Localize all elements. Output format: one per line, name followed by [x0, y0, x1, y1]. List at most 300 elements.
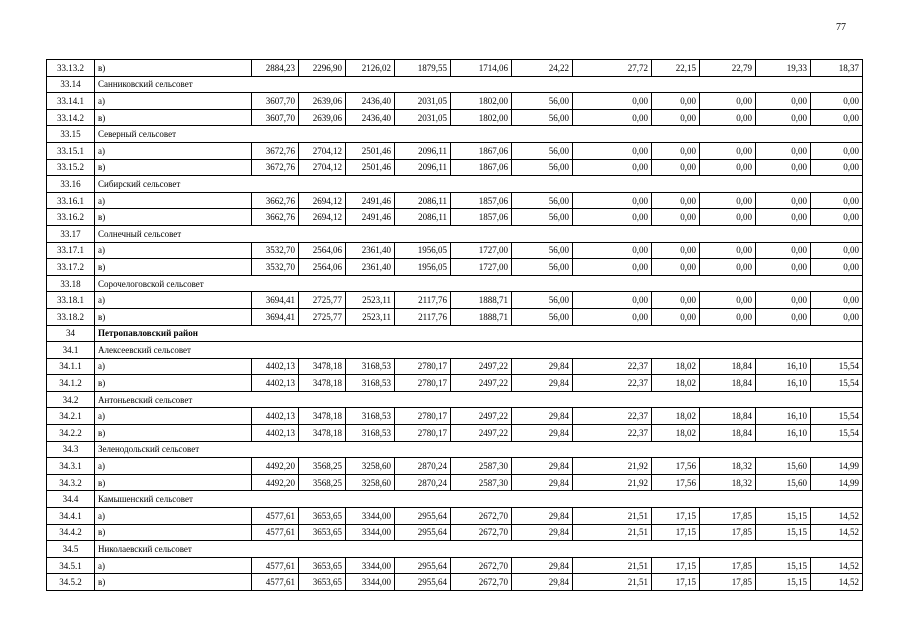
value-cell: 56,00 — [512, 93, 573, 110]
value-cell: 0,00 — [573, 142, 652, 159]
row-code: 33.18.1 — [47, 292, 95, 309]
section-header-row — [47, 126, 863, 143]
value-cell: 0,00 — [811, 109, 863, 126]
value-cell: 3662,76 — [252, 192, 299, 209]
value-cell: 3653,65 — [299, 557, 346, 574]
value-cell: 21,92 — [573, 458, 652, 475]
value-cell: 3653,65 — [299, 524, 346, 541]
value-cell: 56,00 — [512, 142, 573, 159]
row-subtype: в) — [95, 159, 252, 176]
value-cell: 0,00 — [700, 259, 756, 276]
value-cell: 4402,13 — [252, 375, 299, 392]
value-cell: 18,02 — [652, 408, 700, 425]
row-code: 33.16.2 — [47, 209, 95, 226]
value-cell: 2361,40 — [346, 259, 395, 276]
row-subtype: а) — [95, 358, 252, 375]
value-cell: 17,85 — [700, 524, 756, 541]
value-cell: 2497,22 — [451, 408, 512, 425]
value-cell: 2884,23 — [252, 60, 299, 77]
value-cell: 2523,11 — [346, 308, 395, 325]
row-subtype: в) — [95, 375, 252, 392]
value-cell: 1879,55 — [395, 60, 451, 77]
value-cell: 2780,17 — [395, 375, 451, 392]
value-cell: 2870,24 — [395, 458, 451, 475]
value-cell: 0,00 — [700, 93, 756, 110]
row-subtype: в) — [95, 574, 252, 591]
value-cell: 2955,64 — [395, 557, 451, 574]
value-cell: 29,84 — [512, 375, 573, 392]
value-cell: 0,00 — [652, 93, 700, 110]
value-cell: 15,54 — [811, 425, 863, 442]
district-header-row — [47, 325, 863, 342]
value-cell: 18,02 — [652, 358, 700, 375]
value-cell: 4577,61 — [252, 574, 299, 591]
value-cell: 14,52 — [811, 508, 863, 525]
value-cell: 19,33 — [756, 60, 811, 77]
value-cell: 2096,11 — [395, 142, 451, 159]
row-code: 33.16 — [47, 176, 95, 193]
table-row — [47, 259, 863, 276]
value-cell: 0,00 — [811, 242, 863, 259]
value-cell: 3694,41 — [252, 308, 299, 325]
value-cell: 3478,18 — [299, 358, 346, 375]
row-code: 33.13.2 — [47, 60, 95, 77]
value-cell: 29,84 — [512, 474, 573, 491]
value-cell: 1956,05 — [395, 259, 451, 276]
council-name: Солнечный сельсовет — [95, 225, 863, 242]
row-subtype: в) — [95, 474, 252, 491]
value-cell: 1867,06 — [451, 142, 512, 159]
value-cell: 3258,60 — [346, 474, 395, 491]
value-cell: 2497,22 — [451, 425, 512, 442]
value-cell: 29,84 — [512, 425, 573, 442]
value-cell: 2564,06 — [299, 242, 346, 259]
value-cell: 15,54 — [811, 408, 863, 425]
value-cell: 3168,53 — [346, 358, 395, 375]
council-name: Зеленодольский сельсовет — [95, 441, 863, 458]
row-code: 33.18.2 — [47, 308, 95, 325]
value-cell: 0,00 — [573, 292, 652, 309]
value-cell: 4492,20 — [252, 458, 299, 475]
value-cell: 0,00 — [811, 308, 863, 325]
value-cell: 0,00 — [756, 308, 811, 325]
row-code: 34.3.2 — [47, 474, 95, 491]
section-header-row — [47, 225, 863, 242]
value-cell: 17,85 — [700, 508, 756, 525]
value-cell: 0,00 — [756, 142, 811, 159]
council-name: Камышенский сельсовет — [95, 491, 863, 508]
value-cell: 2672,70 — [451, 574, 512, 591]
value-cell: 1714,06 — [451, 60, 512, 77]
value-cell: 2031,05 — [395, 109, 451, 126]
row-code: 33.14.2 — [47, 109, 95, 126]
council-name: Антоньевский сельсовет — [95, 391, 863, 408]
table-row — [47, 192, 863, 209]
value-cell: 3568,25 — [299, 474, 346, 491]
value-cell: 1857,06 — [451, 209, 512, 226]
section-header-row — [47, 342, 863, 359]
value-cell: 29,84 — [512, 508, 573, 525]
value-cell: 2117,76 — [395, 292, 451, 309]
row-code: 33.17.2 — [47, 259, 95, 276]
value-cell: 4577,61 — [252, 524, 299, 541]
value-cell: 2497,22 — [451, 375, 512, 392]
section-header-row — [47, 391, 863, 408]
value-cell: 2639,06 — [299, 109, 346, 126]
value-cell: 2780,17 — [395, 408, 451, 425]
value-cell: 2497,22 — [451, 358, 512, 375]
value-cell: 21,51 — [573, 524, 652, 541]
value-cell: 0,00 — [700, 109, 756, 126]
row-subtype: в) — [95, 60, 252, 77]
row-code: 33.18 — [47, 275, 95, 292]
value-cell: 17,56 — [652, 458, 700, 475]
row-code: 33.14.1 — [47, 93, 95, 110]
value-cell: 1727,00 — [451, 242, 512, 259]
value-cell: 2955,64 — [395, 508, 451, 525]
value-cell: 2672,70 — [451, 524, 512, 541]
value-cell: 0,00 — [573, 159, 652, 176]
value-cell: 24,22 — [512, 60, 573, 77]
value-cell: 22,15 — [652, 60, 700, 77]
council-name: Сорочелоговской сельсовет — [95, 275, 863, 292]
section-header-row — [47, 76, 863, 93]
value-cell: 17,85 — [700, 557, 756, 574]
value-cell: 3168,53 — [346, 375, 395, 392]
value-cell: 3168,53 — [346, 408, 395, 425]
value-cell: 3532,70 — [252, 259, 299, 276]
table-row — [47, 574, 863, 591]
value-cell: 56,00 — [512, 192, 573, 209]
value-cell: 0,00 — [652, 209, 700, 226]
value-cell: 0,00 — [700, 308, 756, 325]
table-row — [47, 142, 863, 159]
value-cell: 3672,76 — [252, 142, 299, 159]
value-cell: 0,00 — [756, 192, 811, 209]
value-cell: 0,00 — [811, 209, 863, 226]
table-row — [47, 557, 863, 574]
value-cell: 2955,64 — [395, 524, 451, 541]
table-row — [47, 159, 863, 176]
value-cell: 3344,00 — [346, 524, 395, 541]
district-name: Петропавловский район — [95, 325, 863, 342]
value-cell: 29,84 — [512, 574, 573, 591]
value-cell: 2491,46 — [346, 192, 395, 209]
value-cell: 2491,46 — [346, 209, 395, 226]
value-cell: 3478,18 — [299, 375, 346, 392]
value-cell: 2296,90 — [299, 60, 346, 77]
row-code: 34.4 — [47, 491, 95, 508]
value-cell: 56,00 — [512, 159, 573, 176]
value-cell: 15,15 — [756, 524, 811, 541]
value-cell: 2501,46 — [346, 142, 395, 159]
value-cell: 3662,76 — [252, 209, 299, 226]
value-cell: 0,00 — [652, 308, 700, 325]
row-subtype: в) — [95, 209, 252, 226]
value-cell: 2780,17 — [395, 358, 451, 375]
row-code: 34.5.1 — [47, 557, 95, 574]
value-cell: 2725,77 — [299, 308, 346, 325]
row-code: 33.17 — [47, 225, 95, 242]
value-cell: 29,84 — [512, 408, 573, 425]
value-cell: 0,00 — [573, 192, 652, 209]
value-cell: 0,00 — [652, 159, 700, 176]
value-cell: 2361,40 — [346, 242, 395, 259]
row-subtype: в) — [95, 425, 252, 442]
value-cell: 17,56 — [652, 474, 700, 491]
value-cell: 15,60 — [756, 458, 811, 475]
row-subtype: в) — [95, 259, 252, 276]
value-cell: 2672,70 — [451, 508, 512, 525]
value-cell: 2096,11 — [395, 159, 451, 176]
value-cell: 16,10 — [756, 425, 811, 442]
value-cell: 3653,65 — [299, 508, 346, 525]
value-cell: 0,00 — [756, 242, 811, 259]
value-cell: 0,00 — [573, 93, 652, 110]
row-subtype: в) — [95, 524, 252, 541]
council-name: Северный сельсовет — [95, 126, 863, 143]
row-code: 34.5.2 — [47, 574, 95, 591]
value-cell: 29,84 — [512, 358, 573, 375]
value-cell: 18,02 — [652, 375, 700, 392]
value-cell: 2086,11 — [395, 192, 451, 209]
value-cell: 1727,00 — [451, 259, 512, 276]
value-cell: 1802,00 — [451, 93, 512, 110]
tariff-table — [46, 59, 863, 591]
value-cell: 0,00 — [811, 292, 863, 309]
table-row — [47, 242, 863, 259]
section-header-row — [47, 176, 863, 193]
value-cell: 0,00 — [652, 192, 700, 209]
value-cell: 56,00 — [512, 308, 573, 325]
row-code: 33.15.1 — [47, 142, 95, 159]
value-cell: 14,99 — [811, 458, 863, 475]
council-name: Сибирский сельсовет — [95, 176, 863, 193]
value-cell: 56,00 — [512, 109, 573, 126]
row-code: 34.3 — [47, 441, 95, 458]
value-cell: 22,79 — [700, 60, 756, 77]
value-cell: 2639,06 — [299, 93, 346, 110]
value-cell: 21,92 — [573, 474, 652, 491]
value-cell: 2523,11 — [346, 292, 395, 309]
row-code: 34.4.2 — [47, 524, 95, 541]
value-cell: 22,37 — [573, 375, 652, 392]
value-cell: 0,00 — [573, 242, 652, 259]
table-row — [47, 60, 863, 77]
value-cell: 1867,06 — [451, 159, 512, 176]
value-cell: 22,37 — [573, 425, 652, 442]
value-cell: 1857,06 — [451, 192, 512, 209]
value-cell: 3258,60 — [346, 458, 395, 475]
value-cell: 0,00 — [652, 292, 700, 309]
value-cell: 21,51 — [573, 557, 652, 574]
table-row — [47, 209, 863, 226]
value-cell: 2117,76 — [395, 308, 451, 325]
value-cell: 14,52 — [811, 557, 863, 574]
value-cell: 4402,13 — [252, 358, 299, 375]
value-cell: 0,00 — [652, 242, 700, 259]
value-cell: 18,84 — [700, 425, 756, 442]
value-cell: 18,37 — [811, 60, 863, 77]
table-row — [47, 474, 863, 491]
council-name: Санниковский сельсовет — [95, 76, 863, 93]
value-cell: 2031,05 — [395, 93, 451, 110]
value-cell: 0,00 — [700, 242, 756, 259]
row-subtype: в) — [95, 308, 252, 325]
value-cell: 22,37 — [573, 358, 652, 375]
value-cell: 3344,00 — [346, 574, 395, 591]
section-header-row — [47, 441, 863, 458]
value-cell: 14,52 — [811, 524, 863, 541]
value-cell: 2086,11 — [395, 209, 451, 226]
value-cell: 2587,30 — [451, 474, 512, 491]
value-cell: 2672,70 — [451, 557, 512, 574]
council-name: Алексеевский сельсовет — [95, 342, 863, 359]
value-cell: 4577,61 — [252, 557, 299, 574]
value-cell: 3478,18 — [299, 408, 346, 425]
value-cell: 0,00 — [573, 209, 652, 226]
table-row — [47, 308, 863, 325]
table-row — [47, 109, 863, 126]
council-name: Николаевский сельсовет — [95, 541, 863, 558]
value-cell: 2436,40 — [346, 109, 395, 126]
value-cell: 18,84 — [700, 358, 756, 375]
table-row — [47, 375, 863, 392]
value-cell: 0,00 — [652, 259, 700, 276]
value-cell: 0,00 — [811, 259, 863, 276]
page-number: 77 — [836, 22, 846, 33]
row-code: 34.1.2 — [47, 375, 95, 392]
value-cell: 0,00 — [811, 159, 863, 176]
value-cell: 14,99 — [811, 474, 863, 491]
row-subtype: а) — [95, 192, 252, 209]
row-subtype: а) — [95, 557, 252, 574]
row-subtype: в) — [95, 109, 252, 126]
value-cell: 3478,18 — [299, 425, 346, 442]
value-cell: 2870,24 — [395, 474, 451, 491]
value-cell: 27,72 — [573, 60, 652, 77]
value-cell: 22,37 — [573, 408, 652, 425]
value-cell: 3607,70 — [252, 109, 299, 126]
row-code: 34.5 — [47, 541, 95, 558]
row-code: 34 — [47, 325, 95, 342]
value-cell: 2436,40 — [346, 93, 395, 110]
value-cell: 0,00 — [700, 192, 756, 209]
value-cell: 3607,70 — [252, 93, 299, 110]
value-cell: 29,84 — [512, 557, 573, 574]
row-subtype: а) — [95, 93, 252, 110]
value-cell: 2694,12 — [299, 209, 346, 226]
row-code: 34.2.1 — [47, 408, 95, 425]
value-cell: 29,84 — [512, 458, 573, 475]
row-subtype: а) — [95, 408, 252, 425]
value-cell: 17,15 — [652, 508, 700, 525]
section-header-row — [47, 491, 863, 508]
value-cell: 18,02 — [652, 425, 700, 442]
row-code: 34.1 — [47, 342, 95, 359]
value-cell: 2955,64 — [395, 574, 451, 591]
value-cell: 0,00 — [652, 142, 700, 159]
section-header-row — [47, 275, 863, 292]
value-cell: 0,00 — [756, 93, 811, 110]
value-cell: 18,32 — [700, 474, 756, 491]
value-cell: 3653,65 — [299, 574, 346, 591]
value-cell: 0,00 — [700, 209, 756, 226]
row-code: 33.16.1 — [47, 192, 95, 209]
row-code: 34.4.1 — [47, 508, 95, 525]
row-code: 33.15 — [47, 126, 95, 143]
value-cell: 15,60 — [756, 474, 811, 491]
value-cell: 2564,06 — [299, 259, 346, 276]
value-cell: 2725,77 — [299, 292, 346, 309]
table-row — [47, 292, 863, 309]
row-subtype: а) — [95, 242, 252, 259]
table-body — [47, 60, 863, 591]
value-cell: 14,52 — [811, 574, 863, 591]
value-cell: 1888,71 — [451, 308, 512, 325]
value-cell: 3672,76 — [252, 159, 299, 176]
table-row — [47, 93, 863, 110]
value-cell: 15,15 — [756, 557, 811, 574]
row-subtype: а) — [95, 508, 252, 525]
value-cell: 4402,13 — [252, 425, 299, 442]
value-cell: 0,00 — [573, 259, 652, 276]
value-cell: 17,15 — [652, 524, 700, 541]
value-cell: 21,51 — [573, 508, 652, 525]
row-code: 34.2.2 — [47, 425, 95, 442]
value-cell: 17,15 — [652, 557, 700, 574]
value-cell: 0,00 — [811, 142, 863, 159]
value-cell: 0,00 — [652, 109, 700, 126]
row-subtype: а) — [95, 292, 252, 309]
value-cell: 3568,25 — [299, 458, 346, 475]
value-cell: 18,32 — [700, 458, 756, 475]
value-cell: 0,00 — [756, 159, 811, 176]
table-row — [47, 425, 863, 442]
value-cell: 18,84 — [700, 375, 756, 392]
value-cell: 3168,53 — [346, 425, 395, 442]
value-cell: 56,00 — [512, 292, 573, 309]
value-cell: 0,00 — [756, 109, 811, 126]
value-cell: 18,84 — [700, 408, 756, 425]
table-row — [47, 524, 863, 541]
row-subtype: а) — [95, 458, 252, 475]
value-cell: 15,15 — [756, 508, 811, 525]
value-cell: 2501,46 — [346, 159, 395, 176]
value-cell: 15,15 — [756, 574, 811, 591]
value-cell: 16,10 — [756, 358, 811, 375]
table-row — [47, 508, 863, 525]
value-cell: 4492,20 — [252, 474, 299, 491]
row-code: 34.1.1 — [47, 358, 95, 375]
value-cell: 4577,61 — [252, 508, 299, 525]
value-cell: 3344,00 — [346, 508, 395, 525]
value-cell: 0,00 — [700, 292, 756, 309]
value-cell: 56,00 — [512, 259, 573, 276]
table-row — [47, 358, 863, 375]
value-cell: 0,00 — [700, 142, 756, 159]
value-cell: 0,00 — [756, 292, 811, 309]
value-cell: 2704,12 — [299, 142, 346, 159]
value-cell: 3344,00 — [346, 557, 395, 574]
value-cell: 29,84 — [512, 524, 573, 541]
value-cell: 17,15 — [652, 574, 700, 591]
value-cell: 21,51 — [573, 574, 652, 591]
value-cell: 0,00 — [573, 308, 652, 325]
value-cell: 0,00 — [756, 209, 811, 226]
value-cell: 3532,70 — [252, 242, 299, 259]
value-cell: 16,10 — [756, 375, 811, 392]
